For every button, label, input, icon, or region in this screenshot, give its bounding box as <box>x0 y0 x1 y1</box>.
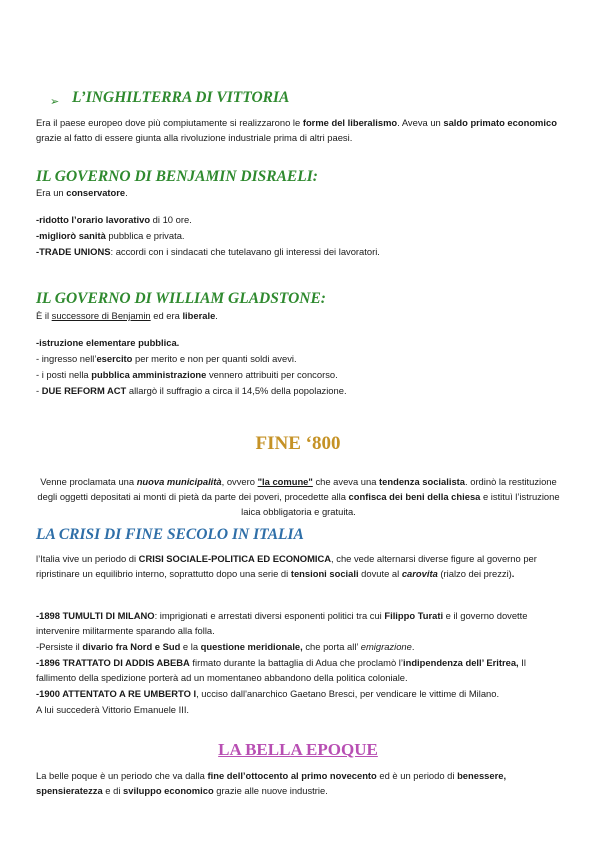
paragraph-crisi: l’Italia vive un periodo di CRISI SOCIALE-POLITICA ED ECONOMICA, che vede alternarsi diverse figure al governo per ripristinare un equilibrio interno, soprattutto dopo una serie di tensioni sociali dovute al carovita (rialzo dei prezzi). <box>36 553 537 579</box>
crisi-item-successione: A lui succederà Vittorio Emanuele III. <box>36 704 190 715</box>
gladstone-item-esercito: - ingresso nell’esercito per merito e non per quanti soldi avevi. <box>36 353 297 364</box>
heading-gladstone: IL GOVERNO DI WILLIAM GLADSTONE: <box>36 290 326 307</box>
arrow-bullet-icon: ➢ <box>50 96 60 108</box>
paragraph-inghilterra: Era il paese europeo dove più compiutamente si realizzarono le forme del liberalismo. Aveva un saldo primato economico grazie al fatto di essere giunta alla rivoluzione industriale prima di altri paesi. <box>36 117 557 143</box>
crisi-item-tumulti: -1898 TUMULTI DI MILANO: imprigionati e arrestati diversi esponenti politici tra cui Filippo Turati e il governo dovette intervenire militarmente sparando alla folla. <box>36 610 528 636</box>
paragraph-bella-epoque: La belle poque è un periodo che va dalla fine dell’ottocento al primo novecento ed è un periodo di benessere, spensieratezza e di sviluppo economico grazie alle nuove industrie. <box>36 770 507 796</box>
gladstone-item-reform-act: - DUE REFORM ACT allargò il suffragio a circa il 14,5% della popolazione. <box>36 385 347 396</box>
paragraph-fine-800: Venne proclamata una nuova municipalità, ovvero "la comune" che aveva una tendenza socialista. ordinò la restituzione degli oggetti depositati ai monti di pietà da parte dei poveri, procedette alla confisca dei beni della chiesa e istituì l’istruzione laica obbligatoria e gratuita. <box>37 476 560 517</box>
crisi-item-divario: -Persiste il divario fra Nord e Sud e la questione meridionale, che porta all’ emigrazione. <box>36 641 415 652</box>
gladstone-item-amministrazione: - i posti nella pubblica amministrazione vennero attribuiti per concorso. <box>36 369 338 380</box>
disraeli-item-orario: -ridotto l’orario lavorativo di 10 ore. <box>36 214 192 225</box>
heading-inghilterra: L’INGHILTERRA DI VITTORIA <box>72 89 290 106</box>
gladstone-intro: È il successore di Benjamin ed era liberale. <box>36 310 218 321</box>
disraeli-intro: Era un conservatore. <box>36 187 128 198</box>
gladstone-item-istruzione: -istruzione elementare pubblica. <box>36 337 180 348</box>
heading-bella-epoque: LA BELLA EPOQUE <box>218 740 378 759</box>
heading-disraeli: IL GOVERNO DI BENJAMIN DISRAELI: <box>36 168 318 185</box>
heading-crisi: LA CRISI DI FINE SECOLO IN ITALIA <box>36 526 304 543</box>
disraeli-item-trade-unions: -TRADE UNIONS: accordi con i sindacati che tutelavano gli interessi dei lavoratori. <box>36 246 380 257</box>
heading-fine-800: FINE ‘800 <box>255 433 341 454</box>
disraeli-item-sanita: -migliorò sanità pubblica e privata. <box>36 230 185 241</box>
crisi-item-addis-abeba: -1896 TRATTATO DI ADDIS ABEBA firmato durante la battaglia di Adua che proclamò l’indipendenza dell’ Eritrea, Il fallimento della spedizione porterà ad un momentaneo abbandono della politica coloniale. <box>36 657 526 683</box>
crisi-item-attentato: -1900 ATTENTATO A RE UMBERTO I, ucciso dall'anarchico Gaetano Bresci, per vendicare le vittime di Milano. <box>36 688 500 699</box>
